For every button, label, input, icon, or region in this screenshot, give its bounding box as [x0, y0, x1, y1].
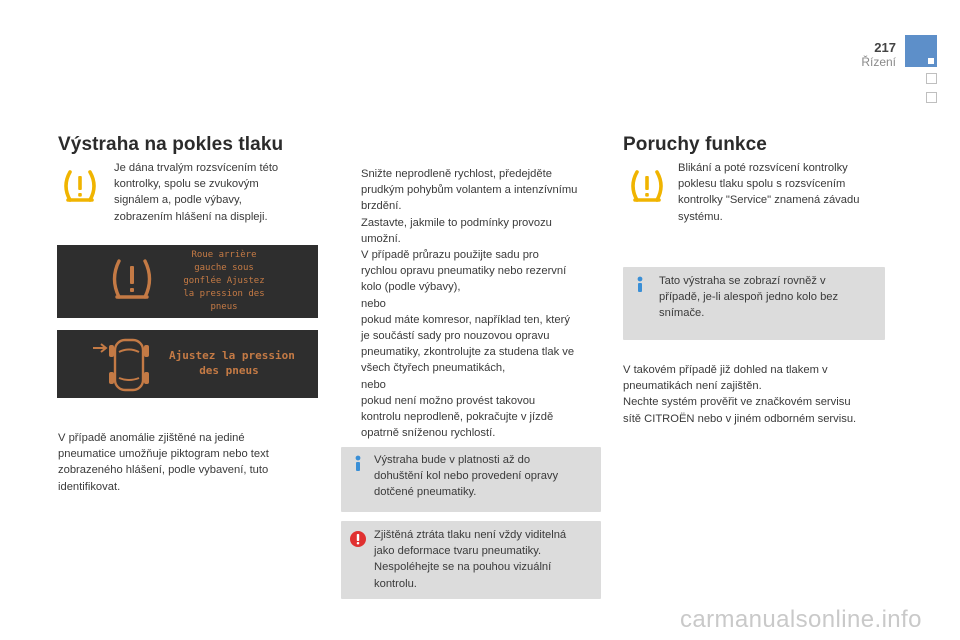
- right-info-text: Tato výstraha se zobrazí rovněž v případě, je-li alespoň jedno kolo bez snímače.: [659, 275, 839, 320]
- warning-note-box: [341, 521, 601, 599]
- warning-note-text: Zjištěná ztráta tlaku není vždy viditelná jako deformace tvaru pneumatiky. Nespoléhejte se na pouhou vizuální kontrolu.: [374, 529, 567, 590]
- tire-pressure-warning-icon: [627, 168, 667, 204]
- or-text: nebo: [361, 378, 386, 391]
- instruction-item: pokud není možno provést takovou kontrolu neprodleně, pokračujte v jízdě opatrně sníženou rychlostí.: [361, 394, 554, 440]
- info-note-box: [341, 447, 601, 512]
- or-text: nebo: [361, 297, 386, 310]
- alert-icon: [350, 531, 366, 547]
- instruction-list: [341, 166, 606, 441]
- section-label: Řízení: [861, 55, 896, 69]
- left-intro-text: Je dána trvalým rozsvícením této kontrolky, spolu se zvukovým signálem a, podle výbavy, zobrazením hlášení na displeji.: [114, 162, 279, 223]
- page-number: 217: [874, 40, 896, 55]
- tire-pressure-warning-icon: [60, 168, 100, 204]
- display-message-car: [57, 330, 318, 398]
- instruction-item: Zastavte, jakmile to podmínky provozu umožní.: [361, 216, 552, 245]
- chapter-tab[interactable]: [926, 92, 937, 103]
- left-anomaly-text: V případě anomálie zjištěné na jediné pneumatice umožňuje piktogram nebo text zobrazeného hlášení, podle vybavení, tuto identifikovat.: [58, 432, 269, 493]
- watermark: carmanualsonline.info: [680, 606, 922, 633]
- left-section-title: Výstraha na pokles tlaku: [58, 134, 284, 155]
- right-info-box: [623, 267, 885, 340]
- instruction-item: Snižte neprodleně rychlost, předejděte prudkým pohybům volantem a intenzívnímu brzdění.: [361, 168, 578, 213]
- right-section-title: Poruchy funkce: [623, 134, 767, 155]
- info-icon: [351, 455, 365, 471]
- instruction-item: V případě průrazu použijte sadu pro rychlou opravu pneumatiky nebo rezervní kolo (podle výbavy), nebo: [341, 247, 606, 312]
- tire-warning-display-icon: [109, 257, 155, 305]
- chapter-tab[interactable]: [926, 73, 937, 84]
- chapter-tab-active[interactable]: [905, 35, 937, 67]
- info-note-text: Výstraha bude v platnosti až do dohuštění kol nebo provedení opravy dotčené pneumatiky.: [374, 454, 559, 499]
- display-adjust-text: Ajustez la pression des pneus: [169, 349, 295, 377]
- right-intro-text: Blikání a poté rozsvícení kontrolky poklesu tlaku spolu s rozsvícením kontrolky "Service" znamená závadu systému.: [678, 162, 860, 223]
- display-message-text: Roue arrière gauche sous gonflée Ajustez la pression des pneus: [183, 250, 265, 312]
- info-icon: [633, 276, 647, 292]
- car-top-view-icon: [89, 336, 169, 394]
- instruction-item: pokud máte komresor, například ten, který je součástí sady pro nouzovou opravu pneumatiky, zkontrolujte za studena tlak ve všech čtyřech pneumatikách, nebo: [341, 312, 606, 393]
- right-service-paragraph: V takovém případě již dohled na tlakem v pneumatikách není zajištěn. Nechte systém prověřit ve značkovém servisu sítě CITROËN nebo v jiném odborném servisu.: [623, 364, 857, 425]
- display-message-wheel: [57, 245, 318, 318]
